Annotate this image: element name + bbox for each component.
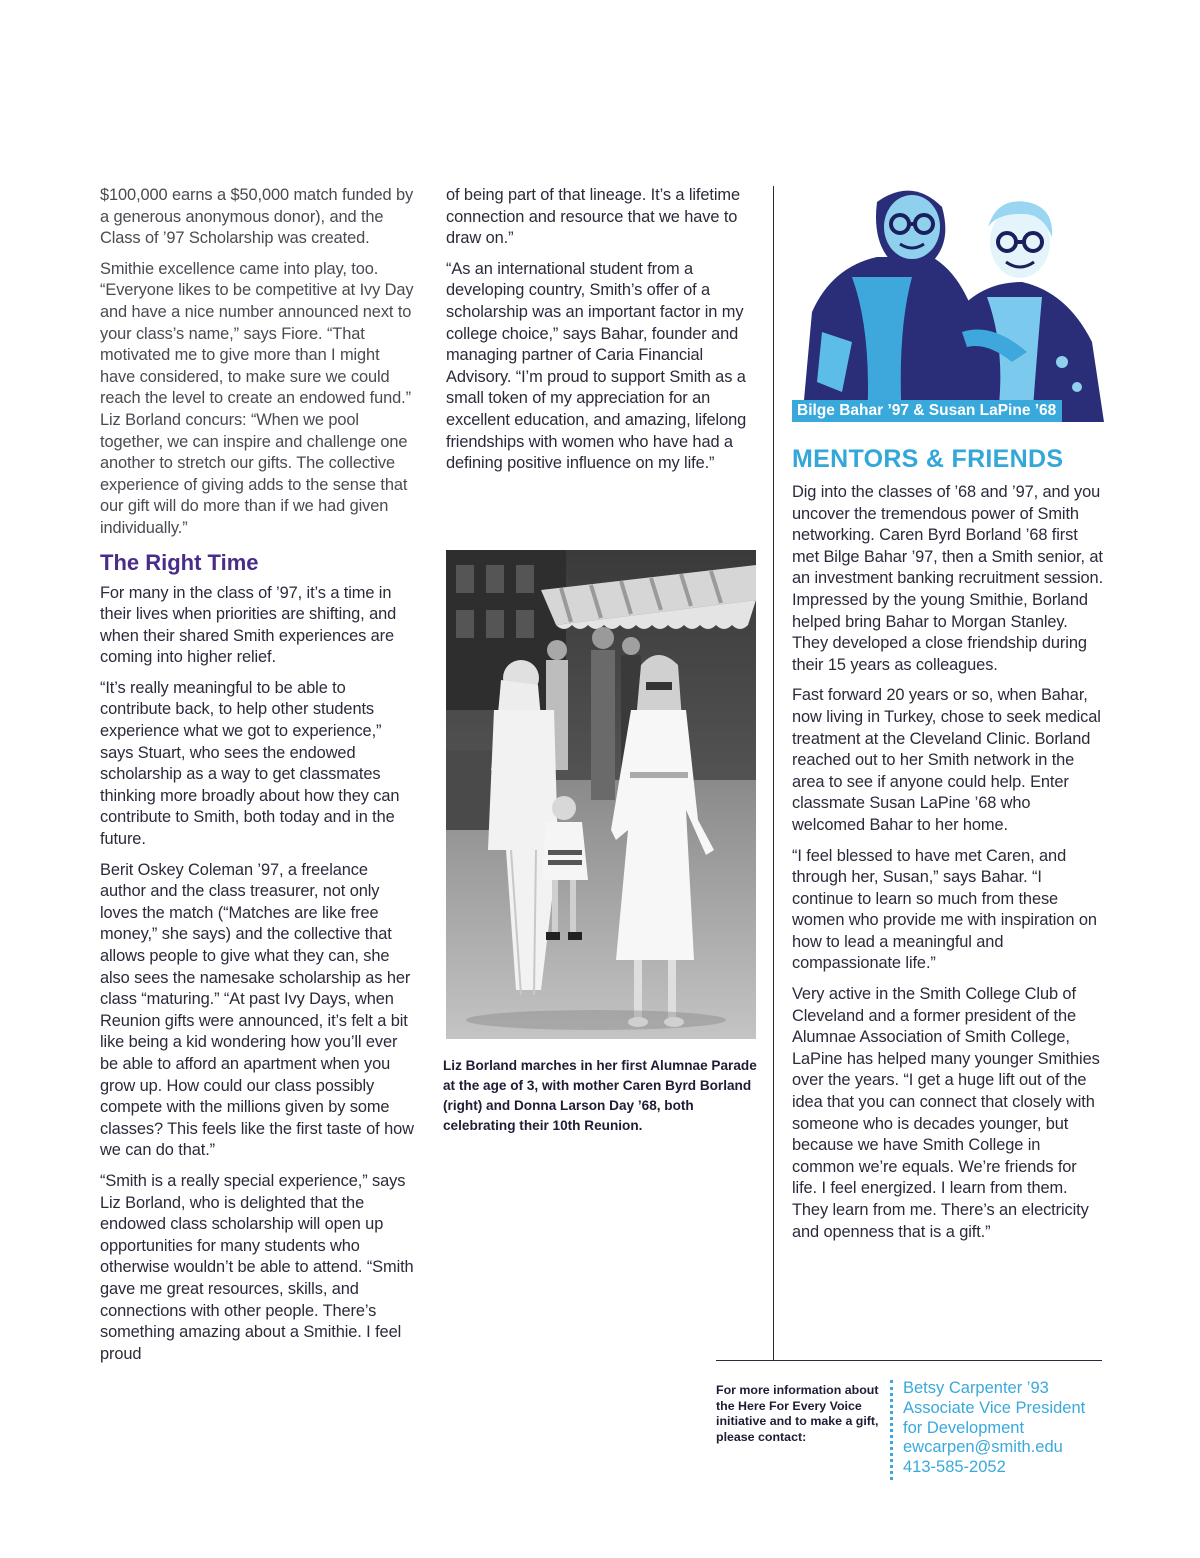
section-heading-right-time: The Right Time <box>100 549 259 575</box>
contact-email-link[interactable]: ewcarpen@smith.edu <box>903 1438 1063 1457</box>
contact-name: Betsy Carpenter ’93 <box>903 1379 1049 1397</box>
contact-label: For more information about the Here For Every Voice initiative and to make a gift, please contact: <box>716 1383 879 1445</box>
contact-phone[interactable]: 413-585-2052 <box>903 1458 1006 1477</box>
col3-paragraph-3: “I feel blessed to have met Caren, and through her, Susan,” says Bahar. “I continue to learn so much from these women who provide me with inspiration on how to lead a meaningful and compassionate life.” <box>792 846 1097 973</box>
contact-title-line-1: Associate Vice President <box>903 1398 1086 1417</box>
article-column-3 <box>792 182 1104 1252</box>
article-column-2 <box>446 185 762 484</box>
col3-paragraph-2: Fast forward 20 years or so, when Bahar, now living in Turkey, chose to seek medical treatment at the Cleveland Clinic. Borland reached out to her Smith network in the area to see if anyone could help. Enter classmate Susan LaPine ’68 who welcomed Bahar to her home. <box>792 686 1101 834</box>
contact-divider <box>716 1360 1102 1361</box>
col1-paragraph-4: “It’s really meaningful to be able to contribute back, to help other students experience what we got to experience,” says Stuart, who sees the endowed scholarship as a way to get classmates thinking more broadly about how they can contribute to Smith, both today and in the future. <box>100 678 400 849</box>
alumnae-parade-photo <box>446 550 756 1039</box>
article-column-1 <box>100 185 418 1374</box>
section-heading-mentors-friends: MENTORS & FRIENDS <box>792 445 1064 473</box>
contact-title-line-2: for Development <box>903 1418 1025 1437</box>
col1-paragraph-3: For many in the class of ’97, it’s a time in their lives when priorities are shifting, and when their shared Smith experiences are coming into higher relief. <box>100 583 397 667</box>
col1-paragraph-6: “Smith is a really special experience,” says Liz Borland, who is delighted that the endowed class scholarship will open up opportunities for many students who otherwise wouldn’t be able to attend. “Smith gave me great resources, skills, and connections with other people. There’s something amazing about a Smithie. I feel proud <box>100 1171 414 1363</box>
contact-details <box>903 1379 1113 1478</box>
contact-dotted-rule <box>890 1380 895 1480</box>
col2-paragraph-2: “As an international student from a developing country, Smith’s offer of a scholarship was an important factor in my college choice,” says Bahar, founder and managing partner of Caria Financial Advisory. “I’m proud to support Smith as a small token of my appreciation for an excellent education, and amazing, lifelong friendships with women who have had a defining positive influence on my life.” <box>446 259 747 473</box>
column-divider <box>773 186 774 1361</box>
col2-paragraph-1: of being part of that lineage. It’s a lifetime connection and resource that we have to draw on.” <box>446 186 740 248</box>
portrait-caption: Bilge Bahar ’97 & Susan LaPine ’68 <box>792 400 1062 422</box>
col3-paragraph-4: Very active in the Smith College Club of Cleveland and a former president of the Alumnae Association of Smith College, LaPine has helped many younger Smithies over the years. “I get a huge lift out of the idea that you can connect that closely with someone who is decades younger, but because we have Smith College in common we’re equals. We’re friends for life. I feel energized. I learn from them. They learn from me. There’s an electricity and openness that is a gift.” <box>792 985 1100 1241</box>
col1-paragraph-5: Berit Oskey Coleman ’97, a freelance author and the class treasurer, not only loves the match (“Matches are like free money,” she says) and the collective that allows people to give what they can, she also sees the namesake scholarship as her class “maturing.” “At past Ivy Days, when Reunion gifts were announced, it’s felt a bit like being a kid wondering how you’ll ever be able to afford an apartment when you grow up. How could our class possibly compete with the millions given by some classes? This feels like the first taste of how we can do that.” <box>100 860 414 1160</box>
col3-paragraph-1: Dig into the classes of ’68 and ’97, and you uncover the tremendous power of Smith networking. Caren Byrd Borland ’68 first met Bilge Bahar ’97, then a Smith senior, at an investment banking recruitment session. Impressed by the young Smithie, Borland helped bring Bahar to Morgan Stanley. They developed a close friendship during their 15 years as colleagues. <box>792 483 1104 674</box>
photo-caption: Liz Borland marches in her first Alumnae Parade at the age of 3, with mother Caren Byrd Borland (right) and Donna Larson Day ’68, both celebrating their 10th Reunion. <box>443 1058 757 1133</box>
portrait-illustration <box>792 182 1104 422</box>
col1-paragraph-2: Smithie excellence came into play, too. “Everyone likes to be competitive at Ivy Day and have a nice number announced next to your class’s name,” says Fiore. “That motivated me to give more than I might have considered, to make sure we could reach the level to create an endowed fund.” Liz Borland concurs: “When we pool together, we can inspire and challenge one another to stretch our gifts. The collective experience of giving adds to the sense that our gift will do more than if we had given individually.” <box>100 259 414 537</box>
col1-paragraph-1: $100,000 earns a $50,000 match funded by a generous anonymous donor), and the Class of ’97 Scholarship was created. <box>100 186 414 248</box>
